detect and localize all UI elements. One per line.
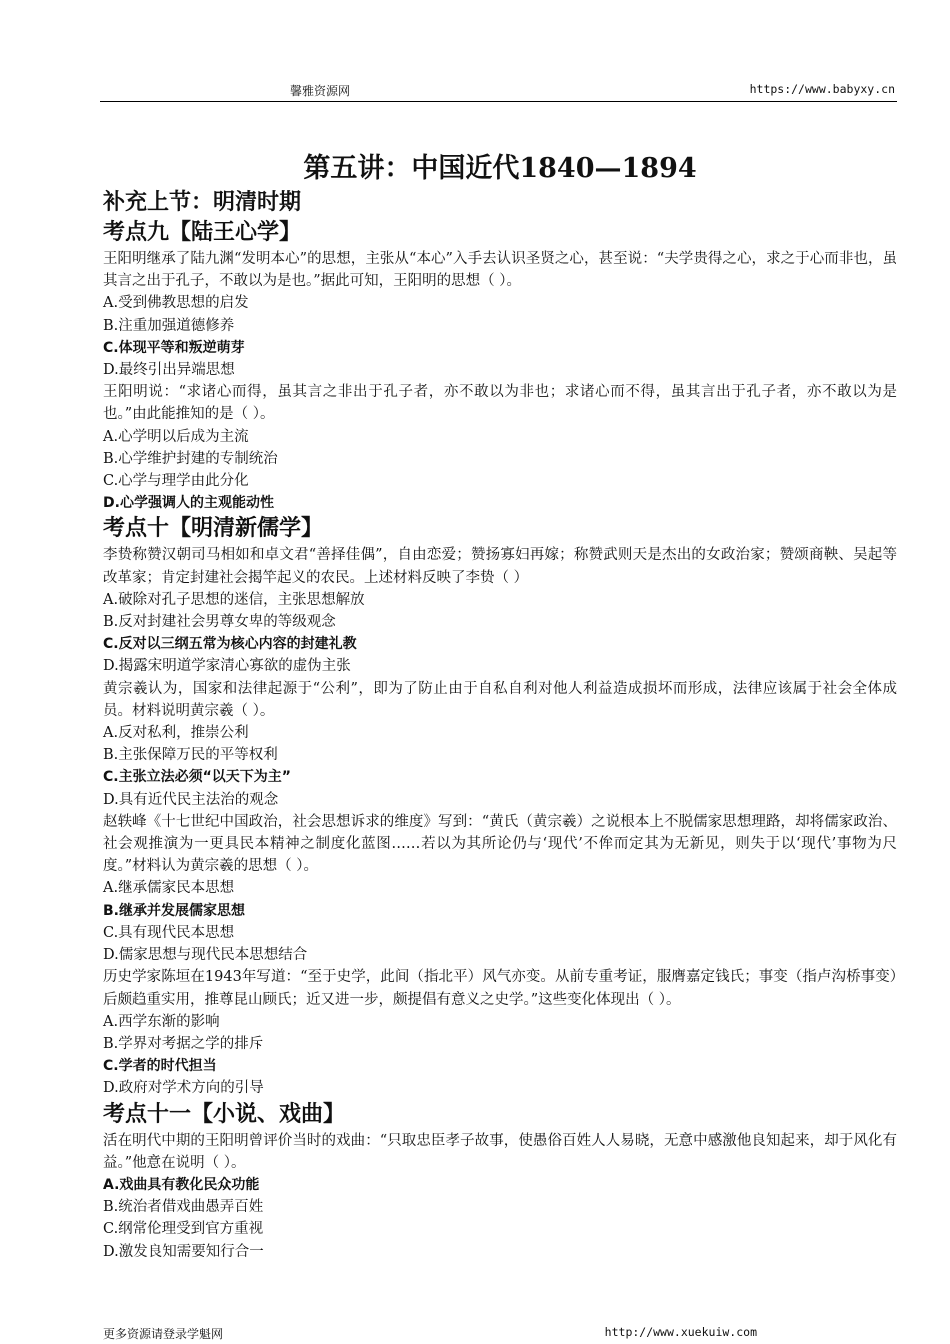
text-line: 历史学家陈垣在1943年写道：“至于史学，此间（指北平）风气亦变。从前专重考证，服膺嘉定钱氏；事变（指卢沟桥事变）后颇趋重实用，推尊昆山顾氏；近又进一步，颇提倡有意义之史学。”这些变化体现出（ ）。 [103,969,897,1008]
text-line: B.学界对考据之学的排斥 [103,1035,264,1052]
text-line: B.统治者借戏曲愚弄百姓 [103,1199,264,1216]
text-line: C.纲常伦理受到官方重视 [103,1221,264,1238]
text-line: 李贽称赞汉朝司马相如和卓文君“善择佳偶”，自由恋爱；赞扬寡妇再嫁；称赞武则天是杰出的女政治家；赞颂商鞅、吴起等改革家；肯定封建社会揭竿起义的农民。上述材料反映了李贽（ ） [103,547,897,586]
header-url[interactable]: https://www.babyxy.cn [749,82,895,96]
document-body [103,150,897,1263]
page-header [100,80,897,102]
text-line: D.最终引出异端思想 [103,362,235,379]
answer-line: C.反对以三纲五常为核心内容的封建礼教 [103,636,357,653]
text-line: 活在明代中期的王阳明曾评价当时的戏曲：“只取忠臣孝子故事，使愚俗百姓人人易晓，无意中感激他良知起来，却于风化有益。”他意在说明（ ）。 [103,1132,897,1171]
text-line: B.反对封建社会男尊女卑的等级观念 [103,614,336,631]
text-line: A.西学东渐的影响 [103,1013,220,1030]
text-line: 赵轶峰《十七世纪中国政治，社会思想诉求的维度》写到：“黄氏（黄宗羲）之说根本上不脱儒家思想理路，却将儒家政治、社会观推演为一更具民本精神之制度化蓝图……若以为其所论仍与‘现代’不侔而定其为无新见，则失于以‘现代’事物为尺度。”材料认为黄宗羲的思想（ ）。 [103,813,897,875]
footer-left-text: 更多资源请登录学魁网 [103,1327,224,1341]
text-line: 王阳明说：“求诸心而得，虽其言之非出于孔子者，亦不敢以为非也；求诸心而不得，虽其言出于孔子者，亦不敢以为是也。”由此能推知的是（ ）。 [103,384,897,423]
answer-line: C.主张立法必须“以天下为主” [103,769,291,786]
answer-line: A.戏曲具有教化民众功能 [103,1176,260,1193]
text-line: A.破除对孔子思想的迷信，主张思想解放 [103,591,365,608]
answer-line: B.继承并发展儒家思想 [103,902,245,919]
answer-line: D.心学强调人的主观能动性 [103,495,274,512]
text-line: B.主张保障万民的平等权利 [103,747,278,764]
text-line: B.心学维护封建的专制统治 [103,450,278,467]
text-line: 黄宗羲认为，国家和法律起源于“公利”，即为了防止由于自私自利对他人利益造成损坏而形成，法律应该属于社会全体成员。材料说明黄宗羲（ ）。 [103,680,897,719]
section-heading: 考点九【陆王心学】 [103,220,302,245]
section-heading: 考点十一【小说、戏曲】 [103,1101,346,1127]
page-title: 第五讲：中国近代1840—1894 [303,153,697,184]
text-line: 王阳明继承了陆九渊“发明本心”的思想，主张从“本心”入手去认识圣贤之心，甚至说：“夫学贵得之心，求之于心而非也，虽其言之出于孔子，不敢以为是也。”据此可知，王阳明的思想（ ）。 [103,251,897,290]
text-line: D.儒家思想与现代民本思想结合 [103,947,308,964]
text-line: A.心学明以后成为主流 [103,428,249,445]
sections-container [103,218,897,1263]
header-site-name: 馨雅资源网 [290,84,351,98]
section-subtitle: 补充上节：明清时期 [103,190,302,215]
answer-line: C.体现平等和叛逆萌芽 [103,339,245,356]
footer-url[interactable]: http://www.xuekuiw.com [604,1325,757,1339]
text-line: A.受到佛教思想的启发 [103,295,249,312]
text-line: C.心学与理学由此分化 [103,473,249,490]
answer-line: C.学者的时代担当 [103,1058,217,1075]
section-heading: 考点十【明清新儒学】 [103,516,324,542]
text-line: A.继承儒家民本思想 [103,880,235,897]
text-line: D.激发良知需要知行合一 [103,1243,264,1260]
text-line: D.政府对学术方向的引导 [103,1080,264,1097]
text-line: D.具有近代民主法治的观念 [103,791,279,808]
text-line: C.具有现代民本思想 [103,924,235,941]
text-line: B.注重加强道德修养 [103,317,235,334]
text-line: A.反对私利，推崇公利 [103,725,249,742]
text-line: D.揭露宋明道学家清心寡欲的虚伪主张 [103,658,351,675]
